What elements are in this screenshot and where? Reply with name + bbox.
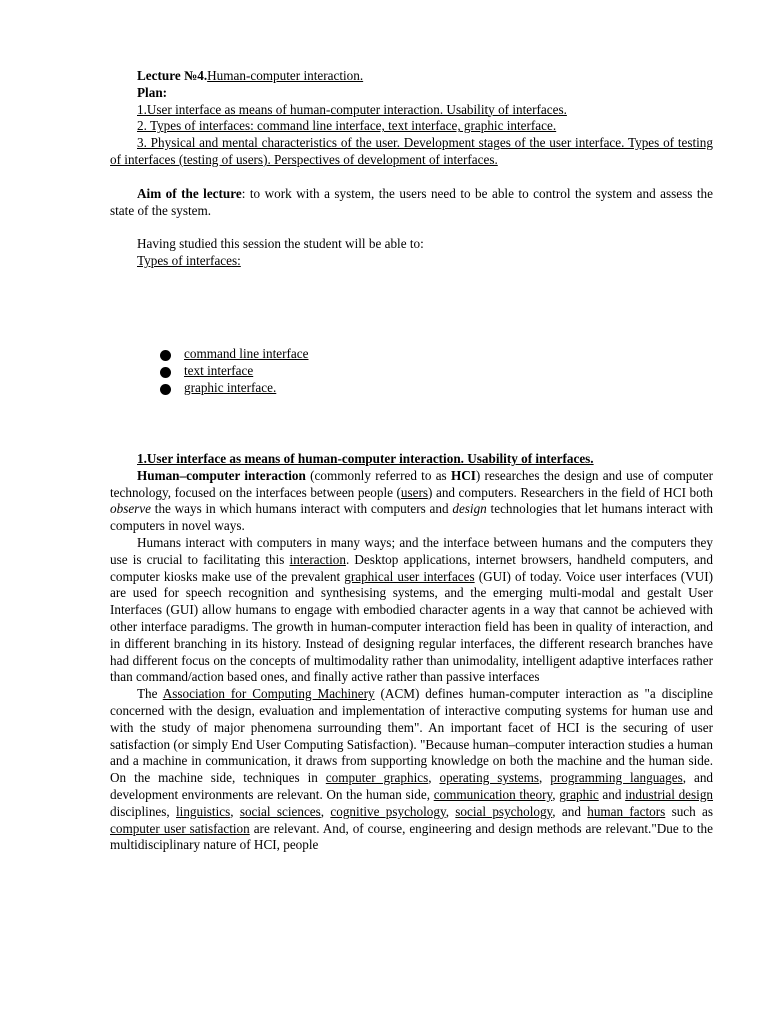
types-heading: Types of interfaces: [137, 253, 241, 269]
aim-label: Aim of the lecture [137, 185, 242, 201]
list-item: graphic interface. [160, 380, 309, 397]
plan-item-3: 3. Physical and mental characteristics of the user. Development stages of the user interface. Types of testing of interfaces (testing of users). Perspectives of development of interfaces. [110, 135, 713, 167]
studied-line: Having studied this session the student will be able to: [137, 236, 424, 252]
aim-paragraph: Aim of the lecture: to work with a system, the users need to be able to control the system and assess the state of the system. [110, 185, 713, 218]
link-programming-languages[interactable]: programming languages [550, 770, 683, 786]
lecture-title[interactable]: Human-computer interaction. [207, 68, 364, 83]
link-industrial-design[interactable]: industrial design [625, 786, 714, 802]
list-item: command line interface [160, 346, 309, 363]
link-linguistics[interactable]: linguistics [176, 803, 231, 819]
section-1 [110, 451, 713, 854]
list-item: text interface [160, 363, 309, 380]
hci-paragraph: Human–computer interaction (commonly referred to as HCI) researches the design and use of computer technology, focused on the interfaces between people (users) and computers. Researchers in the field of HCI both observe the ways in which humans interact with computers and design technologies that let humans interact with computers in novel ways. [110, 467, 714, 534]
document-page [110, 68, 713, 270]
link-graphic[interactable]: graphic [559, 786, 599, 802]
link-acm[interactable]: Association for Computing Machinery [162, 686, 375, 702]
link-communication-theory[interactable]: communication theory [433, 786, 553, 802]
acm-paragraph: The Association for Computing Machinery (ACM) defines human-computer interaction as "a discipline concerned with the design, evaluation and implementation of interactive computing systems for human use and with the study of major phenomena surrounding them". An important facet of HCI is the securing of user satisfaction (or simply End User Computing Satisfaction). "Because human–computer interaction studies a human and a machine in communication, it draws from supporting knowledge on both the machine and the human side. On the machine side, techniques in computer graphics, operating systems, programming languages, and development environments are relevant. On the human side, communication theory, graphic and industrial design disciplines, linguistics, social sciences, cognitive psychology, social psychology, and human factors such as computer user satisfaction are relevant. And, of course, engineering and design methods are relevant."Due to the multidisciplinary nature of HCI, people [110, 686, 714, 853]
link-gui[interactable]: graphical user interfaces [344, 568, 475, 584]
section-1-title: 1.User interface as means of human-computer interaction. Usability of interfaces. [137, 451, 594, 466]
interaction-paragraph: Humans interact with computers in many ways; and the interface between humans and the computers they use is crucial to facilitating this interaction. Desktop applications, internet browsers, handheld computers, and computer kiosks make use of the prevalent graphical user interfaces (GUI) of today. Voice user interfaces (VUI) are used for speech recognition and synthesising systems, and the emerging multi-modal and gestalt User Interfaces (GUI) allow humans to engage with embodied character agents in a way that cannot be achieved with other interface paradigms. The growth in human-computer interaction field has been in quality of interaction, and in different branching in its history. Instead of designing regular interfaces, the different research branches have had different focus on the concepts of multimodality rather than unimodality, intelligent adaptive interfaces rather than command/action based ones, and finally active rather than passive interfaces [110, 534, 713, 685]
plan-item-1: 1.User interface as means of human-computer interaction. Usability of interfaces. [137, 101, 567, 117]
link-human-factors[interactable]: human factors [587, 803, 666, 819]
link-cognitive-psychology[interactable]: cognitive psychology [330, 803, 446, 819]
link-computer-graphics[interactable]: computer graphics [325, 770, 429, 786]
link-users[interactable]: users [400, 484, 429, 500]
link-social-psychology[interactable]: social psychology [455, 803, 553, 819]
plan-item-2: 2. Types of interfaces: command line interface, text interface, graphic interface. [137, 118, 557, 134]
plan-heading: Plan: [137, 84, 168, 100]
lecture-label: Lecture №4. [137, 68, 208, 83]
interface-types-list [160, 346, 309, 397]
link-social-sciences[interactable]: social sciences [239, 803, 321, 819]
lecture-title-line [110, 68, 713, 85]
link-computer-user-satisfaction[interactable]: computer user satisfaction [110, 820, 250, 836]
link-operating-systems[interactable]: operating systems [439, 770, 539, 786]
link-interaction[interactable]: interaction [289, 551, 346, 567]
